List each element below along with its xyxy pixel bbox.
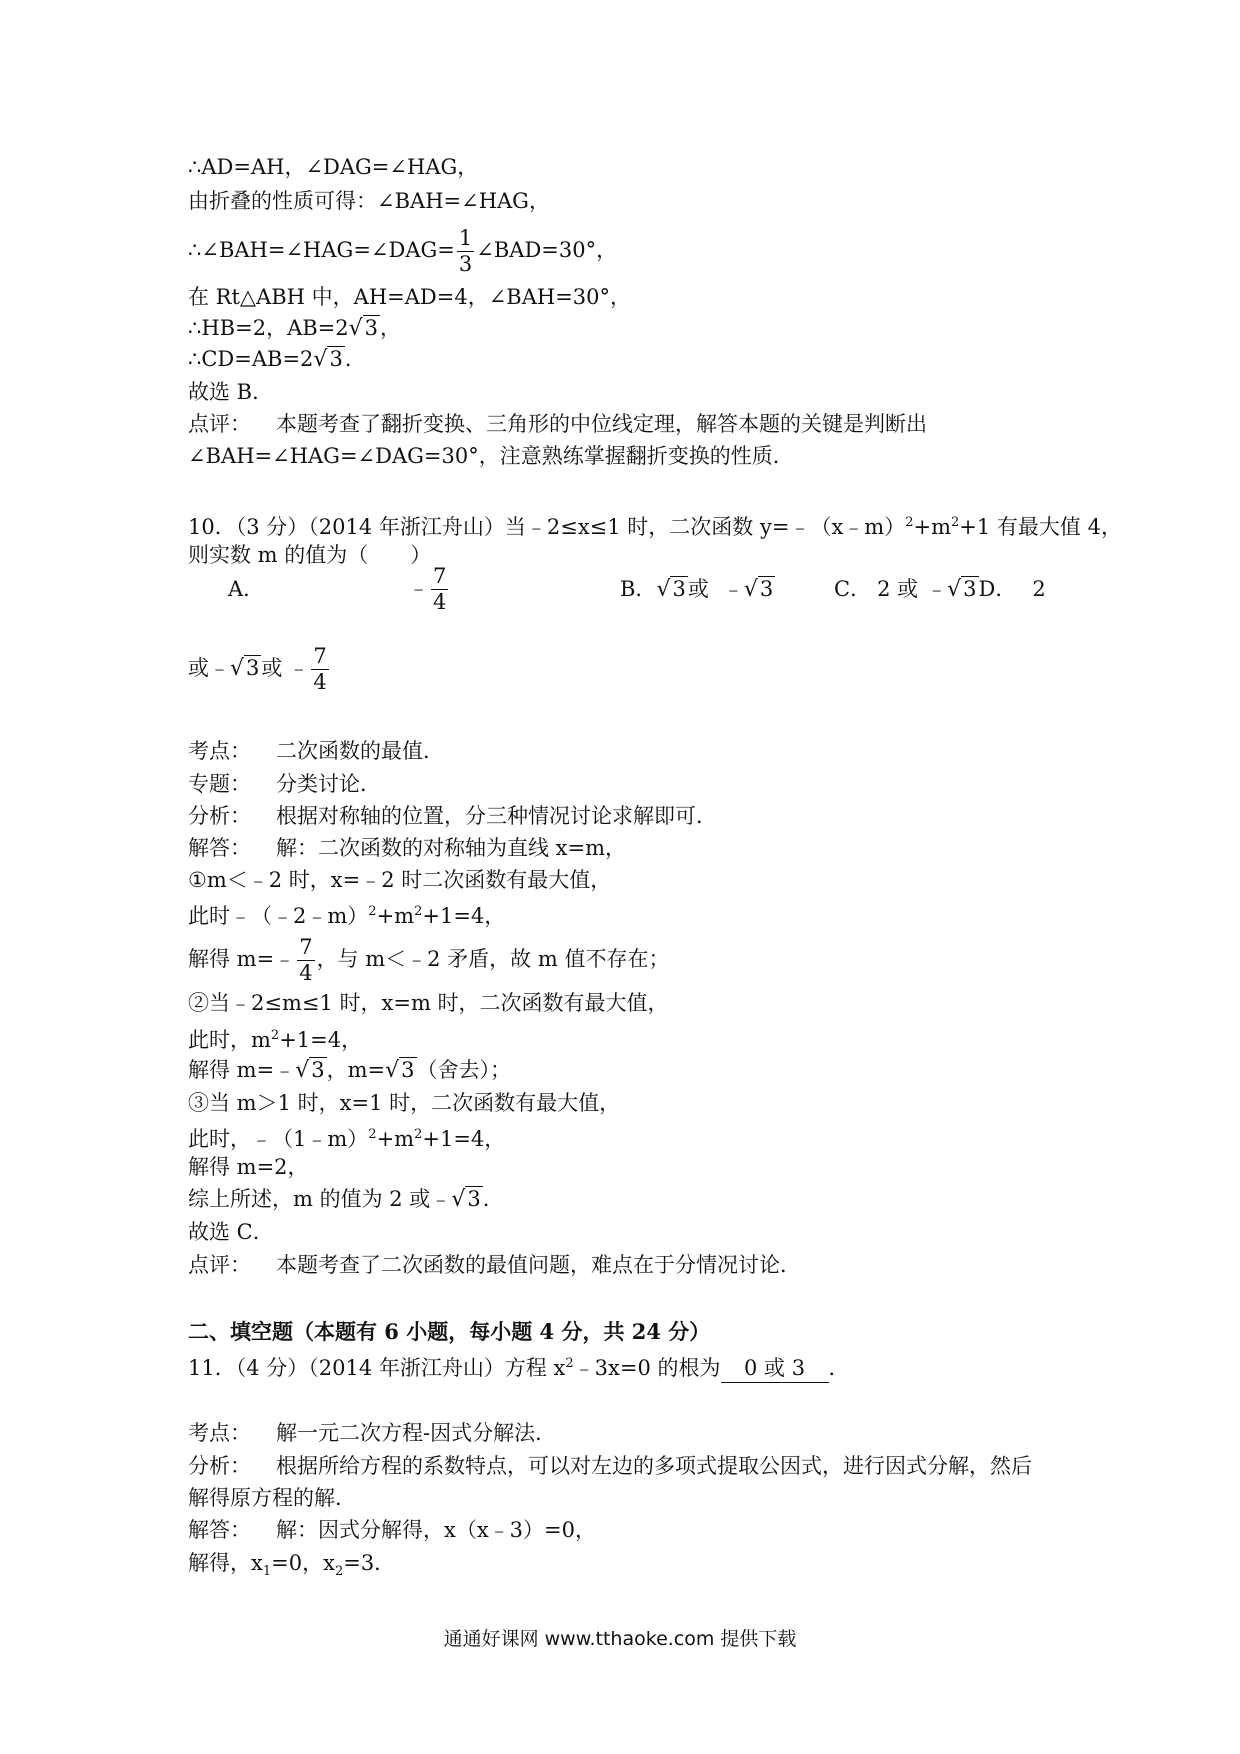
text: 10．（3 分）（2014 年浙江舟山）当﹣2≤x≤1 时，二次函数 y=﹣（x﹣m） bbox=[188, 515, 906, 539]
text: ﹣3x=0 的根为 bbox=[573, 1356, 721, 1380]
text: +m bbox=[376, 1127, 415, 1151]
subscript: 2 bbox=[334, 1564, 344, 1580]
question-11-stem bbox=[188, 1350, 850, 1383]
option-label: D． bbox=[978, 577, 1017, 601]
question-10-stem-2: 则实数 m 的值为（ ） bbox=[188, 543, 432, 567]
numerator: 1 bbox=[458, 226, 473, 250]
sign: ﹣ bbox=[408, 576, 429, 600]
label: 专题： bbox=[188, 772, 251, 796]
section-heading: 二、填空题（本题有 6 小题，每小题 4 分，共 24 分） bbox=[188, 1319, 711, 1344]
radicand: 3 bbox=[963, 577, 977, 601]
label: 分析： bbox=[188, 1454, 251, 1478]
radicand: 3 bbox=[759, 577, 774, 601]
text: ，m= bbox=[326, 1058, 386, 1082]
solution-line: 解得 m=2， bbox=[188, 1155, 309, 1179]
question-10-stem bbox=[188, 509, 1122, 541]
radicand: 3 bbox=[672, 577, 686, 601]
label: 解答： bbox=[188, 836, 251, 860]
text: ∴∠BAH=∠HAG=∠DAG= bbox=[188, 238, 455, 262]
solution-line: ③当 m＞1 时，x=1 时，二次函数有最大值， bbox=[188, 1091, 621, 1115]
text: 解：因式分解得，x（x﹣3）=0， bbox=[276, 1518, 597, 1542]
fenxi-line bbox=[188, 802, 717, 830]
solution-line-sqrt bbox=[188, 314, 401, 343]
text: +m bbox=[376, 904, 415, 928]
superscript: 2 bbox=[565, 1356, 574, 1371]
comment-label: 点评： bbox=[188, 412, 251, 436]
text: 综上所述，m 的值为 2 或﹣ bbox=[188, 1187, 452, 1211]
denominator: 4 bbox=[299, 961, 313, 985]
page-footer: 通通好课网 www.tthaoke.com 提供下载 bbox=[443, 1628, 797, 1650]
solution-line bbox=[188, 898, 505, 930]
option-b bbox=[620, 575, 775, 604]
label: 分析： bbox=[188, 804, 251, 828]
jieda-line bbox=[188, 1516, 596, 1544]
sqrt: √3 bbox=[348, 316, 379, 341]
text: ∠BAD=30°， bbox=[476, 238, 618, 262]
text: ． bbox=[828, 1356, 850, 1380]
dianping-line bbox=[188, 1251, 801, 1279]
numerator: 7 bbox=[433, 564, 447, 588]
solution-line-sqrt bbox=[188, 1056, 511, 1085]
subscript: 1 bbox=[262, 1564, 272, 1580]
denominator: 4 bbox=[433, 590, 447, 614]
label: 解答： bbox=[188, 1518, 251, 1542]
text: . bbox=[344, 347, 352, 371]
text: ， bbox=[380, 316, 402, 340]
solution-line-fraction bbox=[188, 937, 669, 984]
option-label: B． bbox=[620, 577, 657, 601]
denominator: 4 bbox=[313, 670, 327, 694]
radicand: 3 bbox=[311, 1058, 325, 1082]
solution-line-fraction bbox=[188, 228, 617, 275]
sqrt: √3 bbox=[313, 347, 343, 372]
text: 2 或 bbox=[877, 577, 919, 601]
superscript: 2 bbox=[414, 1127, 423, 1142]
text: 或 bbox=[261, 656, 283, 680]
text: 解得，x bbox=[188, 1551, 263, 1575]
fraction bbox=[311, 646, 328, 693]
sign: ﹣ bbox=[722, 577, 744, 601]
answer-blank: 0 或 3 bbox=[721, 1354, 829, 1383]
solution-line bbox=[188, 1121, 505, 1153]
text: 此时，m bbox=[188, 1028, 271, 1052]
sqrt: √3 bbox=[295, 1058, 325, 1083]
sqrt: √3 bbox=[743, 577, 774, 602]
text: ，与 m＜﹣2 矛盾，故 m 值不存在； bbox=[316, 947, 670, 971]
text: 2 bbox=[1032, 577, 1046, 601]
superscript: 2 bbox=[905, 515, 914, 530]
sqrt: √3 bbox=[656, 577, 686, 602]
label: 考点： bbox=[188, 1421, 251, 1445]
fraction bbox=[431, 566, 448, 613]
option-d-continuation bbox=[188, 646, 331, 693]
numerator: 7 bbox=[313, 644, 327, 668]
kaodian-line bbox=[188, 1419, 556, 1447]
fraction bbox=[297, 937, 314, 984]
text: =0，x bbox=[271, 1551, 335, 1575]
numerator: 7 bbox=[299, 935, 313, 959]
text: +1=4， bbox=[279, 1028, 363, 1052]
sqrt: √3 bbox=[385, 1058, 415, 1083]
radicand: 3 bbox=[401, 1058, 415, 1082]
superscript: 2 bbox=[368, 904, 377, 919]
jieda-line bbox=[188, 834, 626, 862]
text: +1 有最大值 4， bbox=[959, 515, 1122, 539]
comment-line-2: ∠BAH=∠HAG=∠DAG=30°，注意熟练掌握翻折变换的性质． bbox=[188, 444, 794, 468]
text: ∴HB=2，AB=2 bbox=[188, 316, 349, 340]
text: +1=4， bbox=[422, 904, 506, 928]
option-a-label: A． bbox=[228, 577, 265, 601]
superscript: 2 bbox=[951, 515, 960, 530]
text: 根据对称轴的位置，分三种情况讨论求解即可． bbox=[276, 804, 717, 828]
text: 解得 m=﹣ bbox=[188, 947, 296, 971]
solution-line-sqrt bbox=[188, 345, 352, 374]
text: 此时，﹣（1﹣m） bbox=[188, 1127, 369, 1151]
solution-line: ∴AD=AH，∠DAG=∠HAG， bbox=[188, 155, 479, 179]
comment-line bbox=[188, 410, 927, 438]
radicand: 3 bbox=[246, 656, 260, 680]
option-a-value bbox=[408, 566, 450, 613]
superscript: 2 bbox=[414, 904, 423, 919]
text: 此时﹣（﹣2﹣m） bbox=[188, 904, 369, 928]
text: +1=4， bbox=[422, 1127, 506, 1151]
solution-line: 在 Rt△ABH 中，AH=AD=4，∠BAH=30°， bbox=[188, 285, 632, 309]
sign: ﹣ bbox=[926, 577, 948, 601]
text: 本题考查了二次函数的最值问题，难点在于分情况讨论． bbox=[276, 1253, 801, 1277]
option-label: C． bbox=[834, 577, 872, 601]
fraction bbox=[457, 228, 474, 275]
option-c bbox=[834, 575, 1046, 604]
solution-line bbox=[188, 1549, 395, 1586]
text: . bbox=[482, 1187, 490, 1211]
text: =3． bbox=[343, 1551, 396, 1575]
sqrt: √3 bbox=[451, 1187, 481, 1212]
text: 11．（4 分）（2014 年浙江舟山）方程 x bbox=[188, 1356, 566, 1380]
solution-line: 故选 B． bbox=[188, 380, 274, 404]
sqrt: √3 bbox=[230, 656, 260, 681]
zhuanti-line bbox=[188, 770, 381, 798]
fenxi-line bbox=[188, 1452, 1032, 1480]
text: 解一元二次方程-因式分解法． bbox=[276, 1421, 557, 1445]
superscript: 2 bbox=[368, 1127, 377, 1142]
denominator: 3 bbox=[458, 252, 473, 276]
text: （舍去）； bbox=[416, 1058, 512, 1082]
solution-line: ①m＜﹣2 时，x=﹣2 时二次函数有最大值， bbox=[188, 868, 612, 892]
text: 二次函数的最值． bbox=[276, 739, 444, 763]
label: 点评： bbox=[188, 1253, 251, 1277]
solution-line-sqrt bbox=[188, 1185, 489, 1214]
solution-line bbox=[188, 1022, 362, 1054]
comment-text: 本题考查了翻折变换、三角形的中位线定理，解答本题的关键是判断出 bbox=[276, 412, 927, 436]
text: 或 bbox=[687, 577, 709, 601]
sign: ﹣ bbox=[288, 656, 310, 680]
text: 分类讨论． bbox=[276, 772, 381, 796]
sqrt: √3 bbox=[947, 577, 977, 602]
text: 根据所给方程的系数特点，可以对左边的多项式提取公因式，进行因式分解，然后 bbox=[276, 1454, 1032, 1478]
solution-line: 由折叠的性质可得：∠BAH=∠HAG， bbox=[188, 189, 550, 213]
text: 解得 m=﹣ bbox=[188, 1058, 296, 1082]
text: ∴CD=AB=2 bbox=[188, 347, 314, 371]
solution-line: ②当﹣2≤m≤1 时，x=m 时，二次函数有最大值， bbox=[188, 991, 669, 1015]
text: 解：二次函数的对称轴为直线 x=m， bbox=[276, 836, 627, 860]
fenxi-line-2: 解得原方程的解． bbox=[188, 1486, 356, 1510]
label: 考点： bbox=[188, 739, 251, 763]
superscript: 2 bbox=[270, 1028, 280, 1043]
text: 或﹣ bbox=[188, 656, 230, 680]
radicand: 3 bbox=[364, 316, 379, 340]
kaodian-line bbox=[188, 737, 444, 765]
radicand: 3 bbox=[467, 1187, 481, 1211]
radicand: 3 bbox=[329, 347, 343, 371]
text: +m bbox=[913, 515, 951, 539]
solution-line: 故选 C． bbox=[188, 1220, 274, 1244]
